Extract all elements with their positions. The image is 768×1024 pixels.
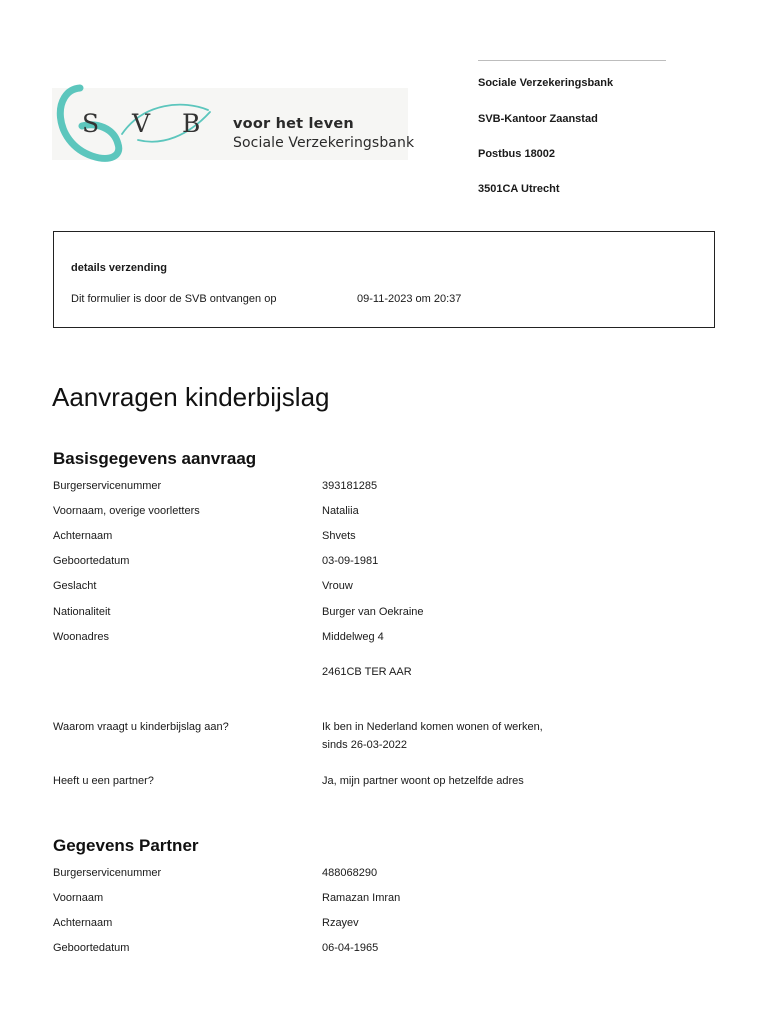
field-value-line2: sinds 26-03-2022 <box>322 739 408 751</box>
field-label: Burgerservicenummer <box>53 480 162 492</box>
field-label: Geboortedatum <box>53 555 130 567</box>
field-value: Burger van Oekraine <box>322 606 424 618</box>
logo-letter-b: B <box>182 109 201 138</box>
field-value: Rzayev <box>322 917 359 929</box>
shipping-received-value: 09-11-2023 om 20:37 <box>357 293 462 305</box>
logo-name: Sociale Verzekeringsbank <box>233 135 415 151</box>
logo-letter-s: S <box>82 109 100 138</box>
field-label: Geboortedatum <box>53 942 130 954</box>
svb-logo <box>52 82 415 166</box>
logo-letter-v: V <box>132 109 151 138</box>
field-value: 06-04-1965 <box>322 942 379 954</box>
shipping-received-label: Dit formulier is door de SVB ontvangen op <box>71 293 277 305</box>
field-value: Ramazan Imran <box>322 892 401 904</box>
logo-tagline: voor het leven <box>233 116 354 132</box>
section-heading-partner: Gegevens Partner <box>53 836 199 855</box>
field-label: Geslacht <box>53 580 97 592</box>
field-value: Middelweg 4 <box>322 631 384 643</box>
document-title: Aanvragen kinderbijslag <box>52 382 330 412</box>
field-label: Heeft u een partner? <box>53 775 154 787</box>
address-line: Sociale Verzekeringsbank <box>478 77 614 89</box>
field-label: Woonadres <box>53 631 110 643</box>
svb-swoosh-icon <box>52 82 232 166</box>
field-value-line2: 2461CB TER AAR <box>322 666 412 678</box>
address-line: SVB-Kantoor Zaanstad <box>478 113 598 125</box>
field-value: Shvets <box>322 530 356 542</box>
field-label: Voornaam <box>53 892 104 904</box>
field-value: Ja, mijn partner woont op hetzelfde adres <box>322 775 524 787</box>
shipping-details-title: details verzending <box>71 262 167 274</box>
address-line: Postbus 18002 <box>478 148 556 160</box>
field-value: 03-09-1981 <box>322 555 379 567</box>
field-value: 393181285 <box>322 480 378 492</box>
field-value: Nataliia <box>322 505 359 517</box>
address-divider <box>478 60 666 61</box>
field-label: Burgerservicenummer <box>53 867 162 879</box>
field-label: Voornaam, overige voorletters <box>53 505 200 517</box>
field-value: Ik ben in Nederland komen wonen of werken, <box>322 721 543 733</box>
field-value: 488068290 <box>322 867 378 879</box>
field-value: Vrouw <box>322 580 353 592</box>
field-label: Nationaliteit <box>53 606 111 618</box>
address-line: 3501CA Utrecht <box>478 183 560 195</box>
section-heading-basis: Basisgegevens aanvraag <box>53 449 257 468</box>
field-label: Waarom vraagt u kinderbijslag aan? <box>53 721 229 733</box>
field-label: Achternaam <box>53 530 113 542</box>
field-label: Achternaam <box>53 917 113 929</box>
shipping-details-box <box>53 231 715 328</box>
